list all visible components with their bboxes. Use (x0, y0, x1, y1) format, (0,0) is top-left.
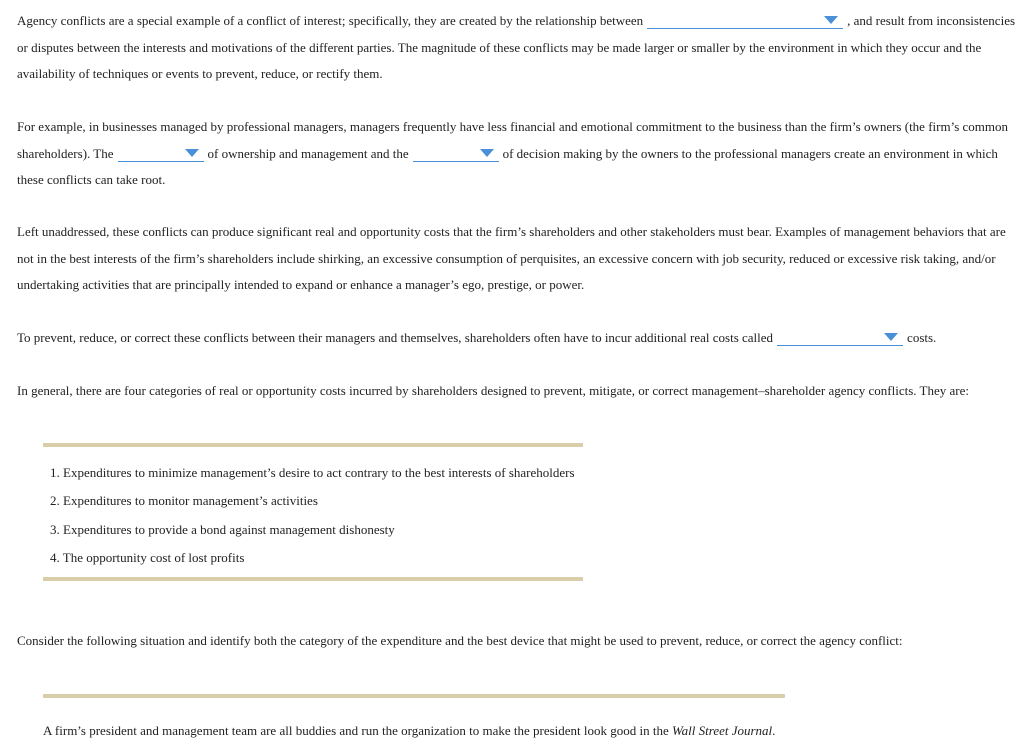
chevron-down-icon (480, 149, 494, 157)
paragraph-four-categories: In general, there are four categories of real or opportunity costs incurred by shareholders designed to prevent, mitigate, or correct management–shareholder agency conflicts. They are: (17, 383, 969, 398)
category-item: 2. Expenditures to monitor management’s activities (50, 493, 318, 508)
category-item: 3. Expenditures to provide a bond against management dishonesty (50, 522, 395, 537)
paragraph-agency-costs (17, 325, 1022, 352)
ownership-management-dropdown[interactable] (118, 145, 204, 162)
paragraph-example (17, 114, 1022, 194)
relationship-parties-dropdown[interactable] (647, 12, 843, 29)
decision-making-dropdown[interactable] (413, 145, 499, 162)
paragraph4-text-end: costs. (907, 330, 937, 345)
scenario-publication: Wall Street Journal (672, 723, 773, 738)
category-item: 4. The opportunity cost of lost profits (50, 550, 245, 565)
paragraph4-text-start: To prevent, reduce, or correct these conflicts between their managers and themselves, shareholders often have to incur additional real costs called (17, 330, 774, 345)
categories-box (43, 443, 583, 581)
scenario-text-start: A firm’s president and management team are all buddies and run the organization to make the president look good in the (43, 723, 673, 738)
scenario-text (43, 722, 775, 740)
paragraph2-text-part1: For example, in businesses managed by professional managers, managers frequently have less financial and emotional commitment to the business than the firm’s owners (the firm’s common shareholders). The (17, 119, 1009, 161)
paragraph-conflict-costs: Left unaddressed, these conflicts can produce significant real and opportunity costs that the firm’s shareholders and other stakeholders must bear. Examples of management behaviors that are not in the best interests of the firm’s shareholders include shirking, an excessive consumption of perquisites, an excessive concern with job security, reduced or excessive risk taking, and/or undertaking activities that are principally intended to expand or enhance a manager’s ego, prestige, or power. (17, 224, 1006, 292)
chevron-down-icon (824, 16, 838, 24)
scenario-divider (43, 694, 785, 698)
paragraph-instructions: Consider the following situation and identify both the category of the expenditure and the best device that might be used to prevent, reduce, or correct the agency conflict: (17, 633, 903, 648)
scenario-text-end: . (772, 723, 776, 738)
paragraph1-text-start: Agency conflicts are a special example of a conflict of interest; specifically, they are created by the relationship between (17, 13, 644, 28)
chevron-down-icon (884, 333, 898, 341)
paragraph1-text-end: , and result from inconsistencies or disputes between the interests and motivations of the different parties. The magnitude of these conflicts may be made larger or smaller by the environment in which they occur and the availability of techniques or events to prevent, reduce, or rectify them. (17, 13, 1016, 81)
paragraph2-text-part2: of ownership and management and the (207, 145, 409, 161)
paragraph2-text-part3: of decision making by the owners to the professional managers create an environment in which these conflicts can take root. (17, 145, 998, 187)
paragraph-agency-definition (17, 8, 1022, 88)
chevron-down-icon (185, 149, 199, 157)
category-item: 1. Expenditures to minimize management’s desire to act contrary to the best interests of shareholders (50, 465, 575, 480)
agency-costs-dropdown[interactable] (777, 329, 903, 346)
